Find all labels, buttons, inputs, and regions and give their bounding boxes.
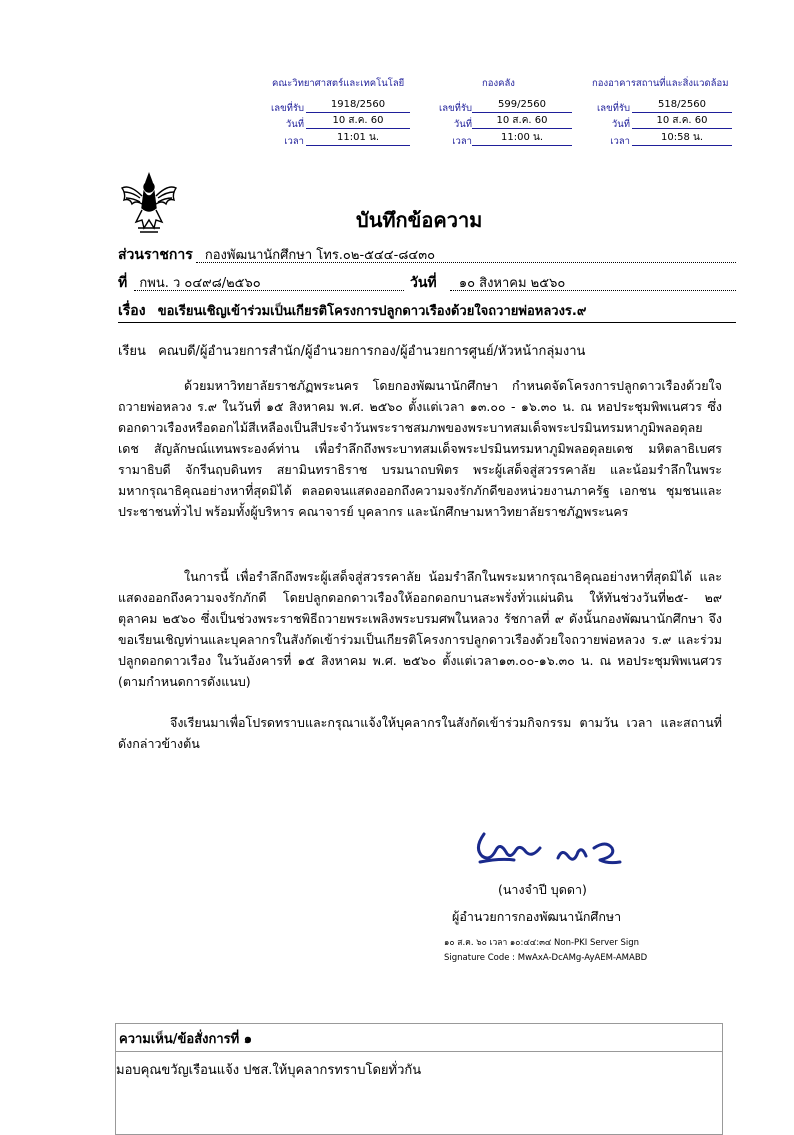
date-value: ๑๐ สิงหาคม ๒๕๖๐ [458, 276, 566, 291]
body-paragraph-2: ในการนี้ เพื่อรำลึกถึงพระผู้เสด็จสู่สวรรคาลัย น้อมรำลึกในพระมหากรุณาธิคุณอย่างหาที่สุดมิได้ และแสดงออกถึงความจงรักภักดี โดยปลูกดอกดาวเรืองให้ออกดอกบานสะพรั่งทั่วแผ่นดิน ให้ทันช่วงวันที่๒๕- ๒๙ ตุลาคม ๒๕๖๐ ซึ่งเป็นช่วงพระราชพิธีถวายพระเพลิงพระบรมศพในหลวง รัชกาลที่ ๙ ดังนั้นกองพัฒนานักศึกษา จึงขอเรียนเชิญท่านและบุคลากรในสังกัดเข้าร่วมเป็นเกียรติโครงการปลูกดาวเรืองด้วยใจถวายพ่อหลวง ร.๙ และร่วมปลูกดอกดาวเรือง ในวันอังคารที่ ๑๕ สิงหาคม พ.ศ. ๒๕๖๐ ตั้งแต่เวลา๑๓.๐๐-๑๖.๓๐ น. ณ หอประชุมพิพเนศวร (ตามกำหนดการดังแนบ) [118, 569, 722, 689]
subject-rule [118, 322, 736, 323]
stamp-date: 10 ส.ค. 60 [472, 114, 572, 129]
comment-title: ความเห็น/ข้อสั่งการที่ ๑ [119, 1032, 252, 1047]
stamp-date: 10 ส.ค. 60 [632, 114, 732, 129]
date-dotline [450, 290, 736, 291]
body-paragraph-3: จึงเรียนมาเพื่อโปรดทราบและกรุณาแจ้งให้บุคลากรในสังกัดเข้าร่วมกิจกรรม ตามวัน เวลา และสถานที่ดังกล่าวข้างต้น [118, 715, 722, 751]
stamp-org: คณะวิทยาศาสตร์และเทคโนโลยี [272, 78, 405, 89]
stamp-no: 599/2560 [472, 98, 572, 113]
signer-name: (นางจำปี บุดดา) [498, 882, 587, 897]
agency-dotline [196, 262, 736, 263]
stamp-time-label: เวลา [284, 136, 304, 147]
stamp-org: กองคลัง [482, 78, 515, 89]
subject-label: เรื่อง [118, 303, 146, 319]
stamp-date: 10 ส.ค. 60 [306, 114, 410, 129]
stamp-time: 10:58 น. [632, 131, 732, 146]
ref-dotline [134, 290, 404, 291]
stamp-date-label: วันที่ [453, 119, 472, 130]
stamp-no-label: เลขที่รับ [271, 103, 304, 114]
signature-code: Signature Code : MwAxA-DcAMg-AyAEM-AMABD [444, 953, 648, 963]
date-label: วันที่ [410, 275, 437, 291]
comment-divider [115, 1051, 723, 1052]
stamp-no: 1918/2560 [306, 98, 410, 113]
body-paragraph-1: ด้วยมหาวิทยาลัยราชภัฏพระนคร โดยกองพัฒนานักศึกษา กำหนดจัดโครงการปลูกดาวเรืองด้วยใจถวายพ่อหลวง ร.๙ ในวันที่ ๑๕ สิงหาคม พ.ศ. ๒๕๖๐ ตั้งแต่เวลา ๑๓.๐๐ - ๑๖.๓๐ น. ณ หอประชุมพิพเนศวร ซึ่งดอกดาวเรืองหรือดอกไม้สีเหลืองเป็นสีประจำวันพระราชสมภพของพระบาทสมเด็จพระปรมินทรมหาภูมิพลอดุลยเดช สัญลักษณ์แทนพระองค์ท่าน เพื่อรำลึกถึงพระบาทสมเด็จพระปรมินทรมหาภูมิพลอดุลยเดช มหิตลาธิเบศรรามาธิบดี จักรีนฤบดินทร สยามินทราธิราช บรมนาถบพิตร พระผู้เสด็จสู่สวรรคาลัย และน้อมรำลึกในพระมหากรุณาธิคุณอย่างหาที่สุดมิได้ ตลอดจนแสดงออกถึงความจงรักภักดีของหน่วยงานภาครัฐ เอกชน ชุมชนและประชาชนทั่วไป พร้อมทั้งผู้บริหาร คณาจารย์ บุคลากร และนักศึกษามหาวิทยาลัยราชภัฏพระนคร [118, 378, 722, 519]
agency-value: กองพัฒนานักศึกษา โทร.๐๒-๕๔๔-๘๔๓๐ [204, 248, 436, 263]
memo-title: บันทึกข้อความ [356, 208, 483, 232]
stamp-no: 518/2560 [632, 98, 732, 113]
to-label: เรียน [118, 344, 146, 359]
stamp-no-label: เลขที่รับ [597, 103, 630, 114]
stamp-date-label: วันที่ [611, 119, 630, 130]
stamp-org: กองอาคารสถานที่และสิ่งแวดล้อม [592, 78, 729, 89]
stamp-time-label: เวลา [610, 136, 630, 147]
agency-label: ส่วนราชการ [118, 247, 193, 263]
stamp-time: 11:00 น. [472, 131, 572, 146]
ref-label: ที่ [118, 275, 128, 291]
subject-value: ขอเรียนเชิญเข้าร่วมเป็นเกียรติโครงการปลูกดาวเรืองด้วยใจถวายพ่อหลวงร.๙ [157, 304, 587, 319]
ref-value: กพน. ว ๐๔๙๘/๒๕๖๐ [139, 276, 261, 291]
to-value: คณบดี/ผู้อำนวยการสำนัก/ผู้อำนวยการกอง/ผู้อำนวยการศูนย์/หัวหน้ากลุ่มงาน [158, 344, 586, 359]
signer-position: ผู้อำนวยการกองพัฒนานักศึกษา [452, 909, 622, 924]
to-row [118, 340, 585, 361]
garuda-emblem-icon [118, 170, 180, 236]
stamp-time: 11:01 น. [306, 131, 410, 146]
subject-row [118, 300, 586, 322]
stamp-no-label: เลขที่รับ [439, 103, 472, 114]
sign-meta: ๑๐ ส.ค. ๖๐ เวลา ๑๐:๔๔:๓๔ Non-PKI Server Sign [444, 938, 640, 948]
stamp-time-label: เวลา [452, 136, 472, 147]
stamp-date-label: วันที่ [285, 119, 304, 130]
comment-text: มอบคุณขวัญเรือนแจ้ง ปชส.ให้บุคลากรทราบโดยทั่วกัน [116, 1063, 422, 1078]
handwritten-signature [470, 828, 630, 874]
